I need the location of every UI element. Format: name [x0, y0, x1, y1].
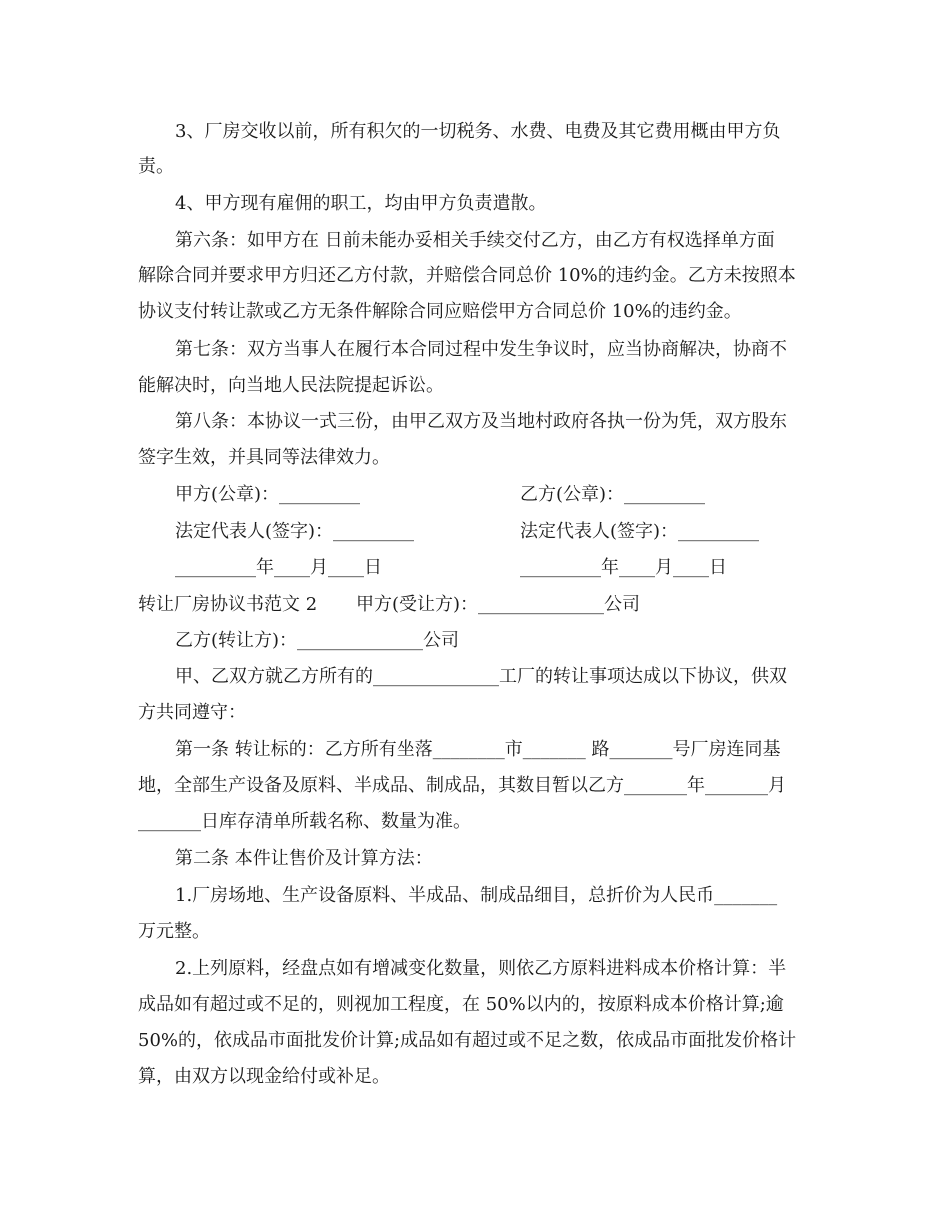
party-b-representative-field: 法定代表人(签字)：_________: [520, 521, 760, 542]
paragraph-line: 协议支付转让款或乙方无条件解除合同应赔偿甲方合同总价 10%的违约金。: [138, 301, 742, 322]
paragraph-line: 第六条：如甲方在 日前未能办妥相关手续交付乙方，由乙方有权选择单方面: [175, 230, 775, 251]
paragraph-line: 解除合同并要求甲方归还乙方付款，并赔偿合同总价 10%的违约金。乙方未按照本: [138, 265, 796, 286]
party-a-representative-field: 法定代表人(签字)：_________: [175, 521, 415, 542]
paragraph-line: 地，全部生产设备及原料、半成品、制成品，其数目暂以乙方_______年_______月: [138, 775, 786, 796]
paragraph-line: 成品如有超过或不足的，则视加工程度，在 50%以内的，按原料成本价格计算;逾: [138, 994, 784, 1015]
party-b-date-field: _________年____月____日: [520, 557, 727, 578]
paragraph-line: 第二条 本件让售价及计算方法：: [175, 848, 433, 869]
paragraph-line: 算，由双方以现金给付或补足。: [138, 1066, 390, 1087]
party-b-transferor-field: 乙方(转让方)：______________公司: [175, 630, 460, 651]
paragraph-line: 2.上列原料，经盘点如有增减变化数量，则依乙方原料进料成本价格计算：半: [175, 958, 787, 979]
paragraph-line: 3、厂房交收以前，所有积欠的一切税务、水费、电费及其它费用概由甲方负: [175, 121, 781, 142]
paragraph-line: 签字生效，并具同等法律效力。: [138, 447, 390, 468]
party-b-seal-field: 乙方(公章)：_________: [520, 484, 706, 505]
paragraph-line: 能解决时，向当地人民法院提起诉讼。: [138, 375, 444, 396]
paragraph-line: 甲、乙双方就乙方所有的______________工厂的转让事项达成以下协议，供双: [175, 666, 787, 687]
paragraph-line: _______日库存清单所载名称、数量为准。: [138, 811, 471, 832]
paragraph-line: 方共同遵守：: [138, 702, 246, 723]
paragraph-line: 第八条：本协议一式三份，由甲乙双方及当地村政府各执一份为凭，双方股东: [175, 411, 787, 432]
paragraph-line: 万元整。: [138, 921, 210, 942]
party-a-transferee-field: 甲方(受让方)：______________公司: [356, 594, 641, 615]
party-a-date-field: _________年____月____日: [175, 557, 382, 578]
paragraph-line: 50%的，依成品市面批发价计算;成品如有超过或不足之数，依成品市面批发价格计: [138, 1030, 797, 1051]
paragraph-line: 第一条 转让标的：乙方所有坐落________市_______ 路_______号厂房连同基: [175, 739, 781, 760]
paragraph-line: 责。: [138, 156, 174, 177]
party-a-seal-field: 甲方(公章)：_________: [175, 484, 361, 505]
paragraph-line: 第七条：双方当事人在履行本合同过程中发生争议时，应当协商解决，协商不: [175, 339, 787, 360]
section-title: 转让厂房协议书范文 2: [138, 594, 318, 615]
paragraph-line: 1.厂房场地、生产设备原料、半成品、制成品细目，总折价为人民币_______: [175, 885, 778, 906]
paragraph-line: 4、甲方现有雇佣的职工，均由甲方负责遣散。: [175, 193, 547, 214]
